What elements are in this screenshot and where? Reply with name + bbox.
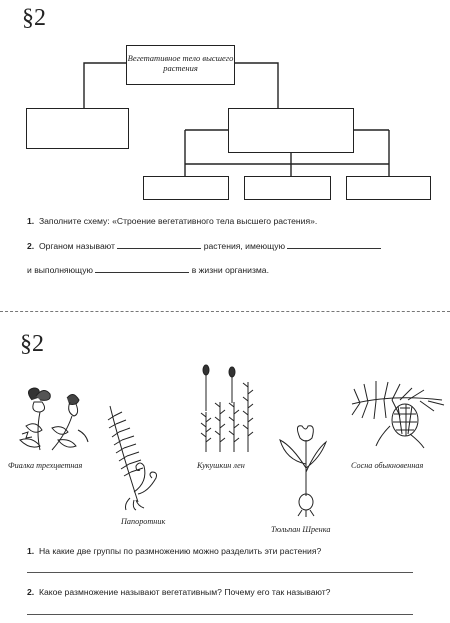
pine-icon (350, 376, 445, 456)
blank-structure[interactable] (287, 240, 381, 249)
scheme-box-sub2[interactable] (244, 176, 331, 200)
bottom-question-1: 1. На какие две группы по размножению можно разделить эти растения? (27, 546, 322, 556)
caption-tulip: Тюльпан Шренка (271, 525, 331, 534)
scheme-box-sub1[interactable] (143, 176, 229, 200)
scheme-box-right[interactable] (228, 108, 354, 153)
top-question-1: 1. Заполните схему: «Строение вегетативного тела высшего растения». (27, 216, 318, 226)
scheme-connectors (0, 0, 450, 200)
scheme-box-sub3[interactable] (346, 176, 431, 200)
caption-fern: Папоротник (121, 517, 166, 526)
moss-icon (192, 362, 262, 457)
violet-icon (12, 382, 102, 457)
section-mark-top: §2 (22, 5, 46, 31)
answer-line-1[interactable] (27, 572, 413, 573)
answer-line-2[interactable] (27, 614, 413, 615)
caption-violet: Фиалка трехцветная (8, 461, 83, 470)
tulip-icon (278, 424, 338, 519)
caption-pine: Сосна обыкновенная (351, 461, 424, 470)
top-question-2-line1: 2. Органом называют растения, имеющую (27, 240, 381, 252)
scheme-root-box: Вегетативное тело высшего растения (126, 45, 235, 85)
blank-organ[interactable] (117, 240, 201, 249)
fern-icon (100, 402, 170, 512)
bottom-question-2: 2. Какое размножение называют вегетативным? Почему его так называют? (27, 587, 331, 597)
blank-function[interactable] (95, 264, 189, 273)
scheme-box-left[interactable] (26, 108, 129, 149)
caption-moss: Кукушкин лен (197, 461, 245, 470)
top-question-2-line2: и выполняющую в жизни организма. (27, 265, 269, 275)
cut-line (0, 311, 450, 312)
section-mark-bottom: §2 (20, 331, 44, 357)
